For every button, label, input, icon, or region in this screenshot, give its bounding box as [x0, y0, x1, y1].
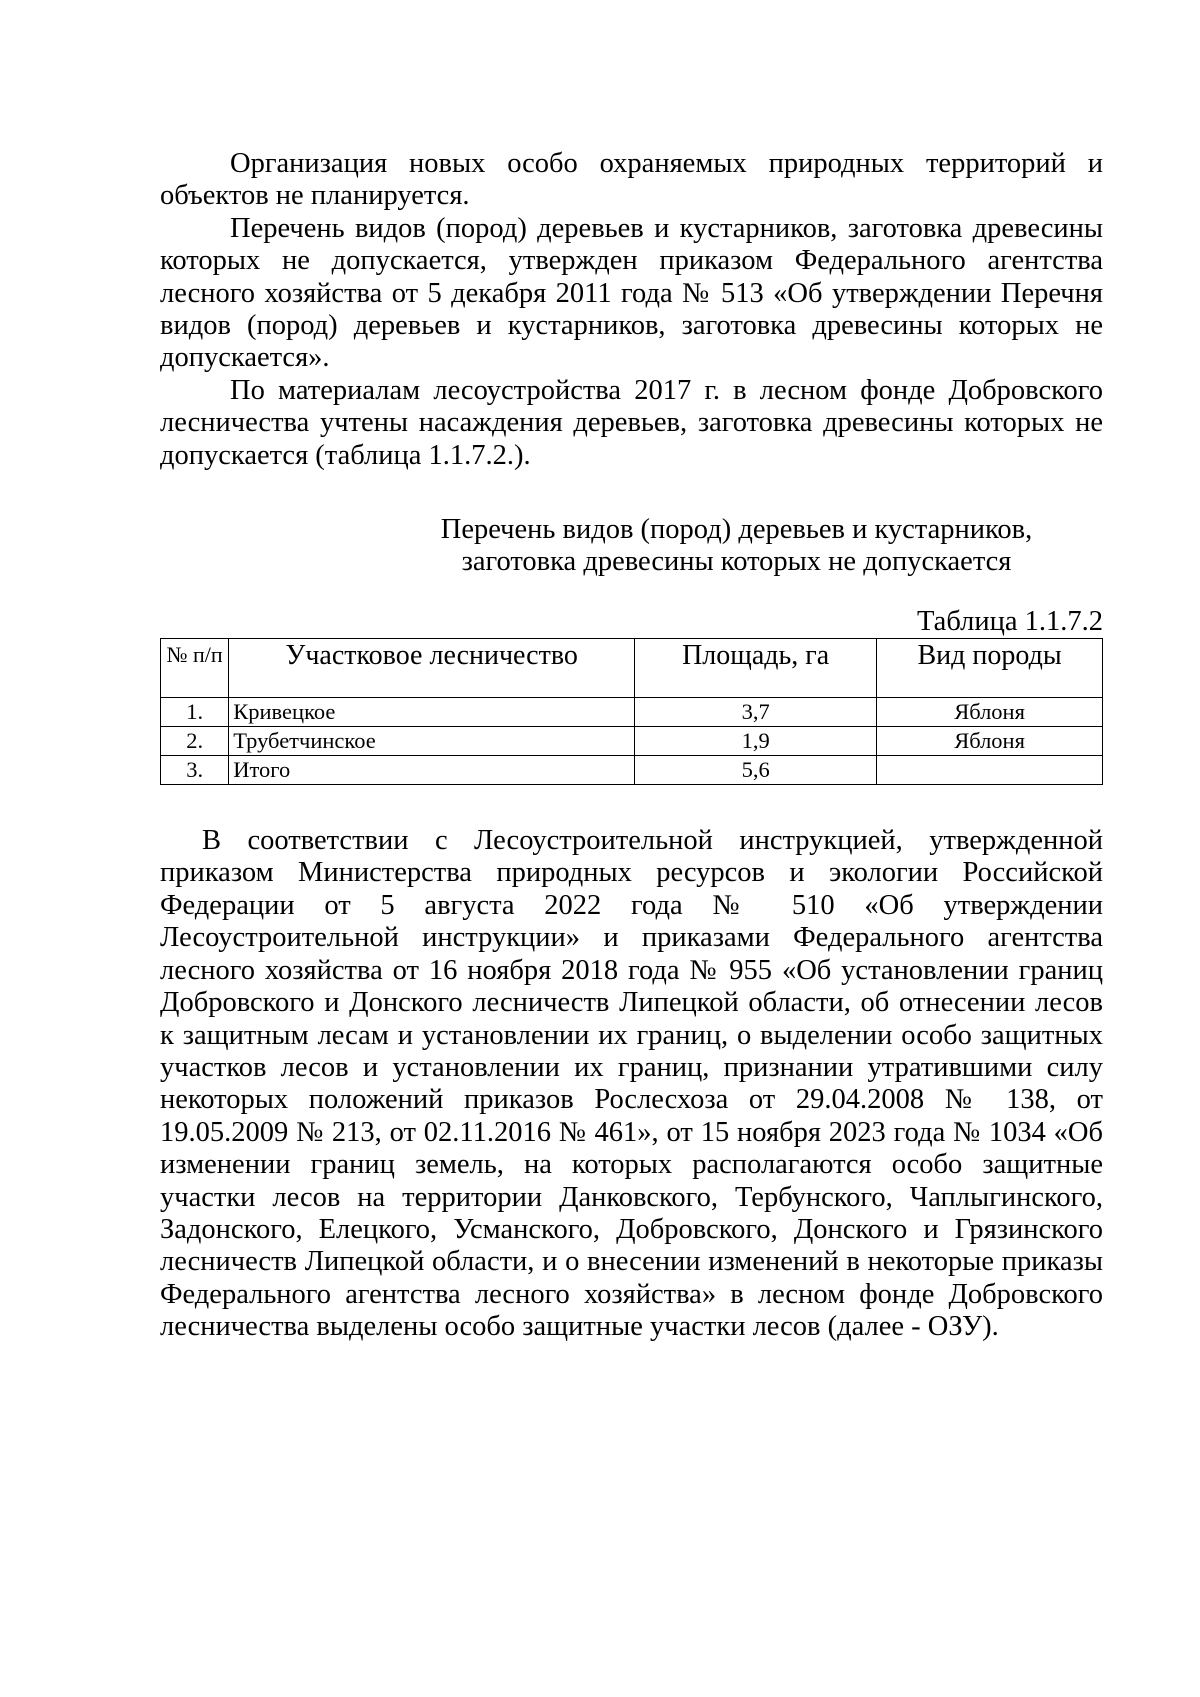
row-district: Кривецкое	[229, 698, 635, 727]
row-number: 1.	[161, 698, 229, 727]
row-district: Итого	[229, 756, 635, 785]
row-species	[877, 756, 1103, 785]
paragraph-oopt: Организация новых особо охраняемых природных территорий и объектов не планируется.	[160, 148, 1103, 212]
row-species: Яблоня	[877, 727, 1103, 756]
row-number: 2.	[161, 727, 229, 756]
document-page	[160, 148, 1103, 1344]
table-row	[161, 698, 1103, 727]
row-species: Яблоня	[877, 698, 1103, 727]
row-area: 5,6	[635, 756, 877, 785]
row-area: 1,9	[635, 727, 877, 756]
table-caption-line-1: Перечень видов (пород) деревьев и кустарников,	[440, 514, 1033, 546]
table-header-row	[161, 639, 1103, 698]
header-number: № п/п	[161, 639, 229, 698]
header-area: Площадь, га	[635, 639, 877, 698]
row-area: 3,7	[635, 698, 877, 727]
header-species: Вид породы	[877, 639, 1103, 698]
table-row-total	[161, 756, 1103, 785]
paragraph-ozu: В соответствии с Лесоустроительной инструкцией, утвержденной приказом Министерства природных ресурсов и экологии Российской Федерации от 5 августа 2022 года № 510 «Об утверждении Лесоустроительной инструкции» и приказами Федерального агентства лесного хозяйства от 16 ноября 2018 года № 955 «Об установлении границ Добровского и Донского лесничеств Липецкой области, об отнесении лесов к защитным лесам и установлении их границ, о выделении особо защитных участков лесов и установлении их границ, признании утратившими силу некоторых положений приказов Рослесхоза от 29.04.2008 № 138, от 19.05.2009 № 213, от 02.11.2016 № 461», от 15 ноября 2023 года № 1034 «Об изменении границ земель, на которых располагаются особо защитные участки лесов на территории Данковского, Тербунского, Чаплыгинского, Задонского, Елецкого, Усманского, Добровского, Донского и Грязинского лесничеств Липецкой области, и о внесении изменений в некоторые приказы Федерального агентства лесного хозяйства» в лесном фонде Добровского лесничества выделены особо защитные участки лесов (далее - ОЗУ).	[160, 825, 1103, 1343]
table-caption-line-2: заготовка древесины которых не допускается	[461, 546, 1012, 578]
species-table	[160, 638, 1103, 785]
row-number: 3.	[161, 756, 229, 785]
table-caption	[160, 514, 1103, 578]
paragraph-forest-inventory: По материалам лесоустройства 2017 г. в лесном фонде Добровского лесничества учтены насаждения деревьев, заготовка древесины которых не допускается (таблица 1.1.7.2.).	[160, 374, 1103, 471]
paragraph-species-list: Перечень видов (пород) деревьев и кустарников, заготовка древесины которых не допускается, утвержден приказом Федерального агентства лесного хозяйства от 5 декабря 2011 года № 513 «Об утверждении Перечня видов (пород) деревьев и кустарников, заготовка древесины которых не допускается».	[160, 212, 1103, 374]
row-district: Трубетчинское	[229, 727, 635, 756]
table-number-label: Таблица 1.1.7.2	[916, 606, 1103, 638]
header-district: Участковое лесничество	[229, 639, 635, 698]
table-row	[161, 727, 1103, 756]
